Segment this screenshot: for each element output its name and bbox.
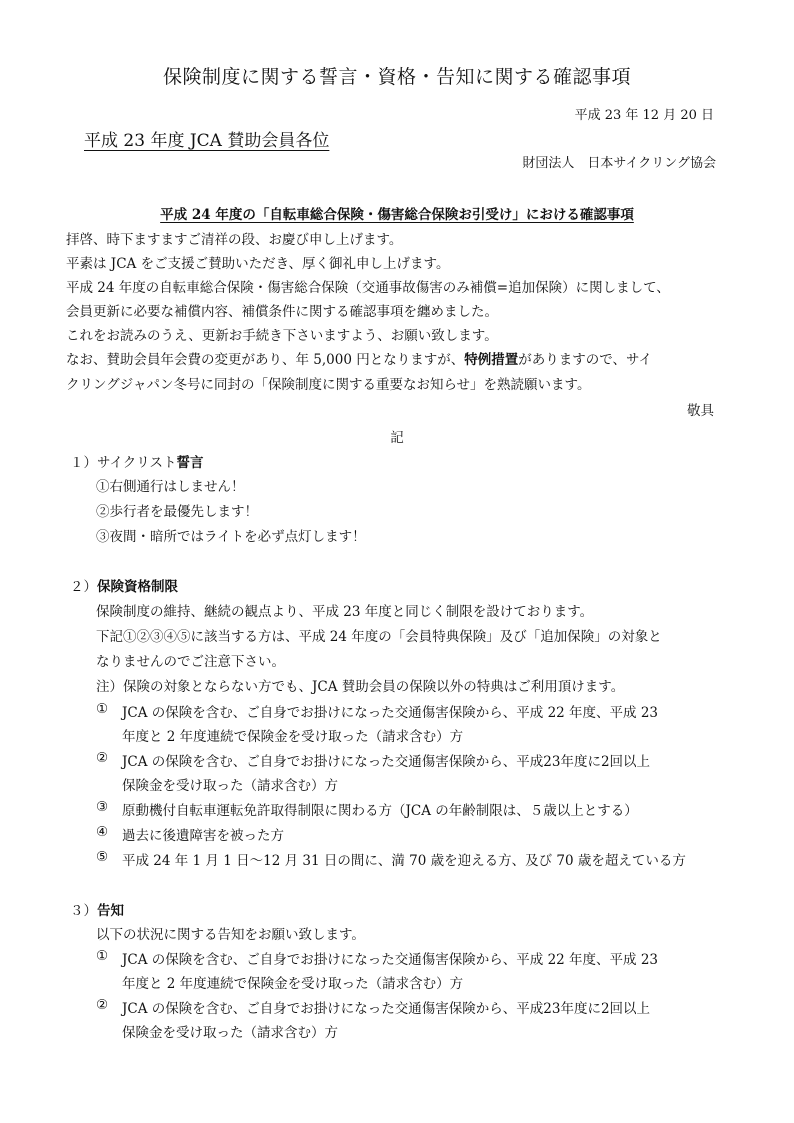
item-number: ② [96, 750, 109, 766]
item-number: ③ [96, 799, 109, 815]
closing: 敬具 [687, 403, 714, 419]
restriction-item: 過去に後遺障害を被った方 [122, 828, 284, 844]
item-number: ⑤ [96, 849, 109, 865]
section2-number: ２） [70, 579, 97, 595]
intro-line: 平素は JCA をご支援ご賛助いただき、厚く御礼申し上げます。 [66, 256, 450, 272]
restriction-item: JCA の保険を含む、ご自身でお掛けになった交通傷害保険から、平成23年度に2回以上 [122, 754, 651, 770]
restriction-item: 原動機付自転車運転免許取得制限に関わる方（JCA の年齢制限は、５歳以上とする） [122, 803, 638, 819]
item-number: ① [96, 701, 109, 717]
section2-paragraph: 下記①②③④⑤に該当する方は、平成 24 年度の「会員特典保険」及び「追加保険」の対象と [96, 629, 662, 645]
restriction-item: JCA の保険を含む、ご自身でお掛けになった交通傷害保険から、平成 22 年度、平成 23 [122, 705, 659, 721]
intro-note-line2: クリングジャパン冬号に同封の「保険制度に関する重要なお知らせ」を熟読願います。 [66, 377, 591, 393]
intro-note [66, 348, 652, 368]
document-title: 保険制度に関する誓言・資格・告知に関する確認事項 [162, 66, 631, 88]
restriction-item-cont: 年度と 2 年度連続で保険金を受け取った（請求含む）方 [122, 729, 464, 745]
disclosure-item-cont: 年度と 2 年度連続で保険金を受け取った（請求含む）方 [122, 976, 464, 992]
section2-heading [70, 575, 178, 595]
note-text: がありますので、サイ [518, 352, 653, 368]
pledge-item: ③夜間・暗所ではライトを必ず点灯します！ [96, 529, 366, 545]
section3-title: 告知 [97, 903, 124, 919]
document-date: 平成 23 年 12 月 20 日 [574, 108, 714, 123]
section1-number: １）サイクリスト [70, 455, 177, 471]
disclosure-item: JCA の保険を含む、ご自身でお掛けになった交通傷害保険から、平成23年度に2回以上 [122, 1001, 651, 1017]
note-emphasis: 特例措置 [464, 352, 519, 368]
section2-title: 保険資格制限 [97, 579, 178, 595]
section3-paragraph: 以下の状況に関する告知をお願い致します。 [96, 927, 365, 943]
issuer: 財団法人 日本サイクリング協会 [522, 156, 716, 171]
section2-note: 注）保険の対象とならない方でも、JCA 賛助会員の保険以外の特典はご利用頂けます。 [96, 679, 625, 695]
section2-paragraph: なりませんのでご注意下さい。 [96, 654, 285, 670]
disclosure-item: JCA の保険を含む、ご自身でお掛けになった交通傷害保険から、平成 22 年度、平成 23 [122, 952, 659, 968]
section3-heading [70, 899, 124, 919]
item-number: ④ [96, 824, 109, 840]
subject-heading: 平成 24 年度の「自転車総合保険・傷害総合保険お引受け」における確認事項 [160, 207, 634, 223]
restriction-item-cont: 保険金を受け取った（請求含む）方 [122, 778, 338, 794]
ki-marker: 記 [390, 430, 404, 446]
section3-number: ３） [70, 903, 97, 919]
addressee: 平成 23 年度 JCA 賛助会員各位 [84, 131, 330, 151]
item-number: ② [96, 997, 109, 1013]
section1-title: 誓言 [176, 455, 204, 471]
pledge-item: ②歩行者を最優先します！ [96, 504, 258, 520]
intro-line: 平成 24 年度の自転車総合保険・傷害総合保険（交通事故傷害のみ補償=追加保険）に関しまして、 [66, 280, 670, 296]
section1-heading [70, 451, 204, 471]
restriction-item: 平成 24 年 1 月 1 日～12 月 31 日の間に、満 70 歳を迎える方、及び 70 歳を超えている方 [122, 853, 686, 869]
intro-line: 拝啓、時下ますますご清祥の段、お慶び申し上げます。 [66, 232, 403, 248]
note-text: なお、賛助会員年会費の変更があり、年 5,000 円となりますが、 [66, 352, 465, 368]
disclosure-item-cont: 保険金を受け取った（請求含む）方 [122, 1025, 338, 1041]
item-number: ① [96, 948, 109, 964]
intro-line: 会員更新に必要な補償内容、補償条件に関する確認事項を纏めました。 [66, 304, 498, 320]
intro-line: これをお読みのうえ、更新お手続き下さいますよう、お願い致します。 [66, 328, 498, 344]
pledge-item: ①右側通行はしません！ [96, 479, 245, 495]
section2-paragraph: 保険制度の維持、継続の観点より、平成 23 年度と同じく制限を設けております。 [96, 604, 594, 620]
